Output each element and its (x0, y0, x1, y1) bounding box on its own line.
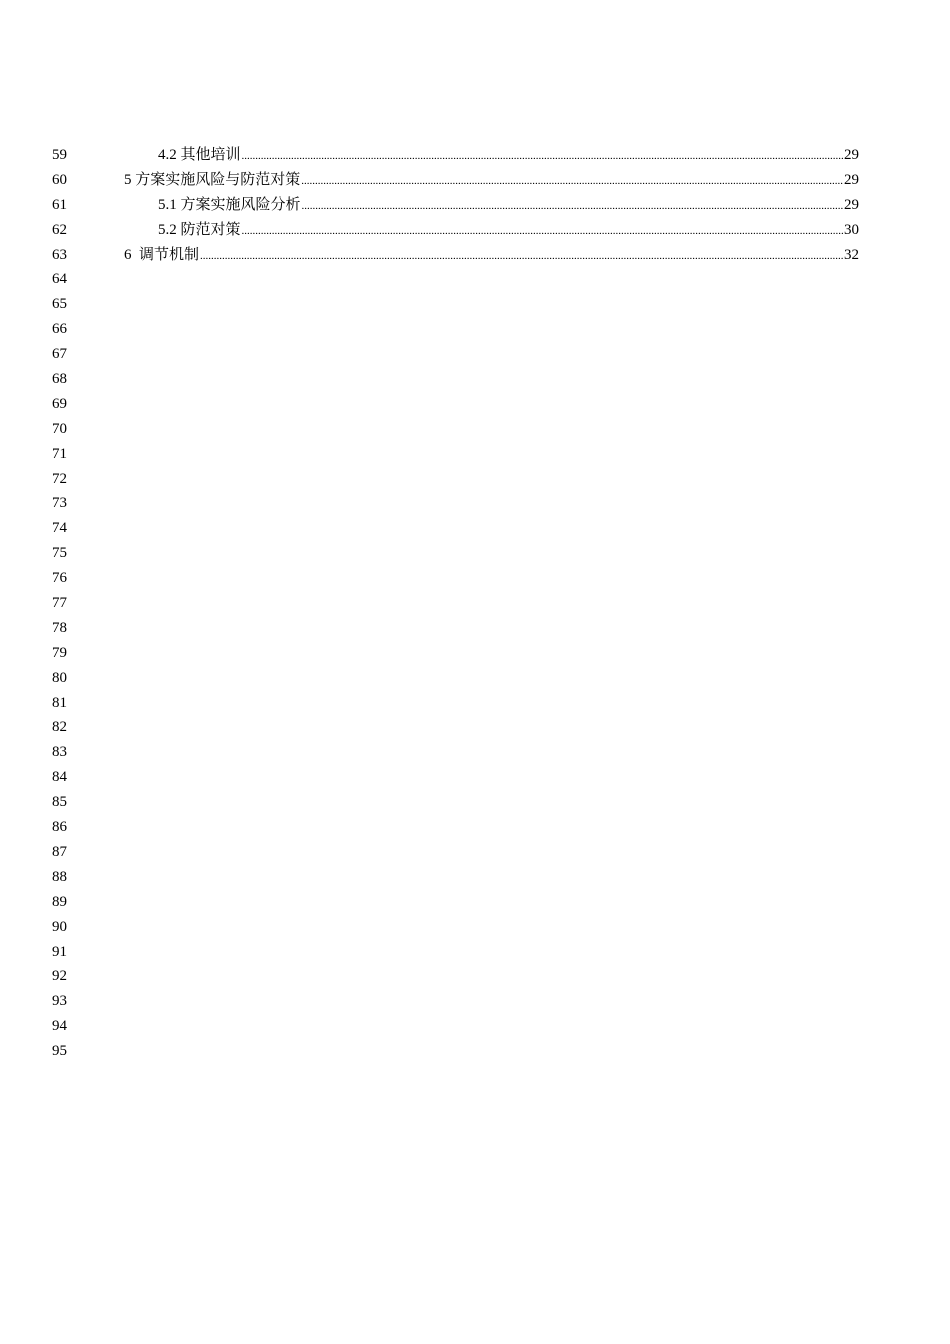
line-number: 68 (52, 371, 67, 388)
toc-entry[interactable] (124, 193, 859, 218)
toc-entry-title: 4.2 其他培训 (158, 147, 241, 163)
line-number: 62 (52, 221, 67, 238)
table-of-contents (124, 143, 859, 267)
toc-dot-leader (242, 219, 843, 244)
line-number: 80 (52, 669, 67, 686)
line-number: 63 (52, 246, 67, 263)
line-number: 79 (52, 644, 67, 661)
toc-page-number: 32 (844, 246, 859, 263)
line-number: 70 (52, 420, 67, 437)
toc-entry[interactable] (124, 243, 859, 268)
toc-page-number: 29 (844, 147, 859, 163)
line-number: 92 (52, 968, 67, 985)
line-number: 60 (52, 171, 67, 188)
line-number: 59 (52, 147, 67, 163)
line-number: 83 (52, 744, 67, 761)
line-number: 71 (52, 445, 67, 462)
toc-entry[interactable] (124, 168, 859, 193)
line-number: 64 (52, 271, 67, 288)
toc-dot-leader (200, 244, 843, 269)
toc-entry[interactable] (124, 143, 859, 168)
line-number: 94 (52, 1018, 67, 1035)
line-number: 75 (52, 545, 67, 562)
toc-dot-leader (301, 169, 843, 194)
toc-page-number: 30 (844, 221, 859, 238)
toc-entry-title: 5.2 防范对策 (158, 221, 241, 238)
line-number: 84 (52, 769, 67, 786)
line-number: 78 (52, 619, 67, 636)
toc-entry-title: 5 方案实施风险与防范对策 (124, 171, 301, 188)
line-number: 74 (52, 520, 67, 537)
line-number: 77 (52, 595, 67, 612)
toc-dot-leader (242, 144, 843, 169)
line-number: 93 (52, 993, 67, 1010)
line-number: 89 (52, 893, 67, 910)
toc-page-number: 29 (844, 171, 859, 188)
line-number: 87 (52, 843, 67, 860)
line-number: 76 (52, 570, 67, 587)
line-number: 95 (52, 1043, 67, 1060)
line-number: 67 (52, 346, 67, 363)
line-number: 81 (52, 694, 67, 711)
line-number: 86 (52, 819, 67, 836)
line-number: 91 (52, 943, 67, 960)
toc-entry-title: 5.1 方案实施风险分析 (158, 196, 301, 213)
toc-dot-leader (302, 194, 843, 219)
toc-page-number: 29 (844, 196, 859, 213)
line-number: 73 (52, 495, 67, 512)
line-number: 88 (52, 868, 67, 885)
line-number: 90 (52, 918, 67, 935)
line-number: 66 (52, 321, 67, 338)
line-number: 65 (52, 296, 67, 313)
line-number: 85 (52, 794, 67, 811)
toc-entry-title: 6 调节机制 (124, 246, 200, 263)
line-number-column (52, 143, 92, 1064)
line-number: 61 (52, 196, 67, 213)
toc-entry[interactable] (124, 218, 859, 243)
line-number: 72 (52, 470, 67, 487)
line-number: 82 (52, 719, 67, 736)
line-number: 69 (52, 395, 67, 412)
